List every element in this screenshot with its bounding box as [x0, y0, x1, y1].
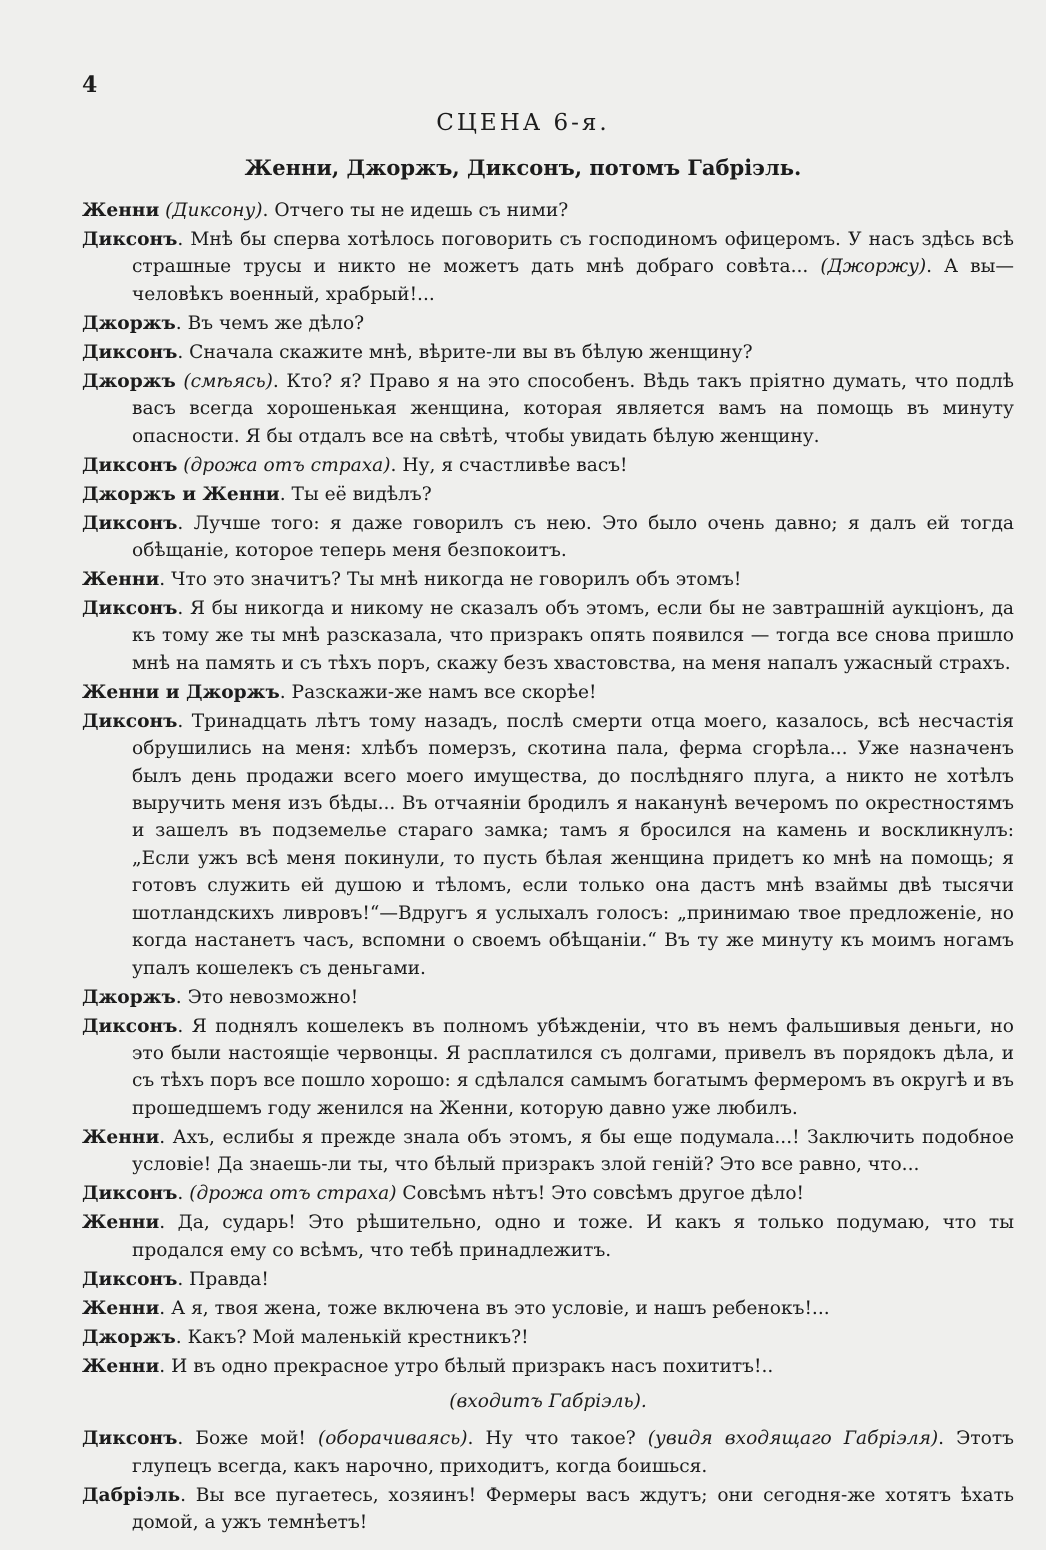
speech-text: . А я, твоя жена, тоже включена въ это условіе, и нашъ ребенокъ!... — [159, 1297, 830, 1319]
speech-text: . Вы все пугаетесь, хозяинъ! Фермеры васъ ждутъ; они сегодня-же хотятъ ѣхать домой, а ужъ темнѣетъ! — [132, 1484, 1014, 1534]
dialogue-line — [82, 1295, 1014, 1322]
speaker-name: Диксонъ — [82, 454, 178, 476]
speaker-name: Джоржъ — [82, 370, 176, 392]
speech-text: . Кто? я? Право я на это способенъ. Вѣдь такъ пріятно думать, что подлѣ васъ всегда хорошенькая женщина, которая является вамъ на помощь въ минуту опасности. Я бы отдалъ все на свѣтѣ, чтобы увидать бѣлую женщину. — [132, 370, 1014, 447]
dialogue-line — [82, 984, 1014, 1011]
speaker-name: Диксонъ — [82, 1268, 178, 1290]
stage-direction-inline: (дрожа отъ страха) — [177, 454, 391, 476]
dialogue-line — [82, 310, 1014, 337]
stage-direction-inline: (оборачиваясь) — [317, 1428, 468, 1450]
speaker-name: Диксонъ — [82, 1015, 178, 1037]
speaker-name: Женни — [82, 1355, 160, 1377]
speaker-name: Женни — [82, 1297, 160, 1319]
speech-text: . Я бы никогда и никому не сказалъ объ этомъ, если бы не завтрашній аукціонъ, да къ тому же ты мнѣ разсказала, что призракъ опять появился — тогда все снова пришло мнѣ на память и съ тѣхъ поръ, скажу безъ хвастовства, на меня напалъ ужасный страхъ. — [132, 598, 1014, 674]
dialogue-block — [82, 197, 1014, 1380]
dialogue-line — [82, 510, 1014, 565]
page-number: 4 — [82, 72, 98, 98]
dialogue-line — [82, 595, 1014, 677]
speech-text: . Ахъ, еслибы я прежде знала объ этомъ, я бы еще подумала...! Заключить подобное условіе! Да знаешь-ли ты, что бѣлый призракъ злой геній? Это все равно, что... — [132, 1126, 1014, 1176]
speaker-name: Женни — [82, 1126, 160, 1148]
speaker-name: Джоржъ и Женни — [82, 483, 280, 505]
speaker-name: Женни — [82, 200, 160, 221]
dialogue-line — [82, 1425, 1014, 1480]
script-body — [82, 197, 1014, 1538]
speech-text: . Мнѣ бы сперва хотѣлось поговорить съ господиномъ офицеромъ. У насъ здѣсь всѣ страшные трусы и никто не можетъ дать мнѣ добраго совѣта... — [132, 229, 1014, 278]
speech-text: . Что это значитъ? Ты мнѣ никогда не говорилъ объ этомъ! — [159, 569, 742, 591]
speaker-name: Диксонъ — [82, 512, 178, 534]
dialogue-line — [82, 1482, 1014, 1537]
speaker-name: Диксонъ — [82, 598, 178, 620]
speech-text: . И въ одно прекрасное утро бѣлый призракъ насъ похититъ!.. — [159, 1355, 774, 1377]
dialogue-line — [82, 1013, 1014, 1123]
speaker-name: Диксонъ — [82, 341, 178, 363]
dialogue-line — [82, 226, 1014, 308]
speech-text: . Этотъ глупецъ всегда, какъ нарочно, приходитъ, когда боишься. — [132, 1428, 1014, 1477]
speech-text: . Разскажи-же намъ все скорѣе! — [279, 681, 597, 703]
speech-text: . Ну, я счастливѣе васъ! — [390, 454, 628, 476]
speech-text: Совсѣмъ нѣтъ! Это совсѣмъ другое дѣло! — [396, 1183, 804, 1205]
dialogue-line — [82, 1180, 1014, 1207]
speech-text: . Въ чемъ же дѣло? — [175, 312, 365, 334]
speaker-name: Диксонъ — [82, 229, 178, 250]
speech-text: . Тринадцать лѣтъ тому назадъ, послѣ смерти отца моего, казалось, всѣ несчастія обрушились на меня: хлѣбъ померзъ, скотина пала, ферма сгорѣла... Уже назначенъ былъ день продажи всего моего имущества, до послѣдняго плуга, а никто не хотѣлъ выручить меня изъ бѣды... Въ отчаяніи бродилъ я наканунѣ вечеромъ по окрестностямъ и зашелъ въ подземелье стараго замка; тамъ я бросился на камень и воскликнулъ: „Если ужъ всѣ меня покинули, то пусть бѣлая женщина придетъ ко мнѣ на помощь; я готовъ служить ей душою и тѣломъ, если только она дастъ мнѣ взаймы двѣ тысячи шотландскихъ ливровъ!“—Вдругъ я услыхалъ голосъ: „принимаю твое предложеніе, но когда настанетъ часъ, вспомни о своемъ обѣщаніи.“ Въ ту же минуту къ моимъ ногамъ упалъ кошелекъ съ деньгами. — [132, 710, 1014, 979]
dialogue-line — [82, 339, 1014, 366]
speaker-name: Диксонъ — [82, 1183, 178, 1205]
dialogue-line — [82, 368, 1014, 450]
dialogue-block-after — [82, 1425, 1014, 1536]
dialogue-line — [82, 197, 1014, 224]
speaker-name: Диксонъ — [82, 1428, 178, 1450]
speech-text: . Это невозможно! — [175, 986, 359, 1008]
dialogue-line — [82, 1324, 1014, 1351]
dialogue-line — [82, 708, 1014, 982]
speaker-name: Диксонъ — [82, 710, 178, 732]
speaker-name: Женни — [82, 1212, 160, 1234]
stage-direction: (входитъ Габріэль). — [449, 1390, 647, 1412]
speech-text: . Ты её видѣлъ? — [279, 483, 432, 505]
speech-text: . Боже мой! — [177, 1428, 318, 1450]
stage-direction-inline: (смѣясь) — [175, 370, 273, 392]
dialogue-line — [82, 679, 1014, 706]
dialogue-line — [82, 481, 1014, 508]
speaker-name: Женни и Джоржъ — [82, 681, 280, 703]
speaker-name: Джоржъ — [82, 986, 176, 1008]
speech-text: . Какъ? Мой маленькій крестникъ?! — [175, 1326, 529, 1348]
speech-text: . Правда! — [177, 1268, 269, 1290]
speaker-name: Женни — [82, 569, 160, 591]
dialogue-line — [82, 1209, 1014, 1264]
speech-text: . Я поднялъ кошелекъ въ полномъ убѣжденіи, что въ немъ фальшивыя деньги, но это были настоящіе червонцы. Я расплатился съ долгами, привелъ въ порядокъ дѣла, и съ тѣхъ поръ все пошло хорошо: я сдѣлался самымъ богатымъ фермеромъ въ округѣ и въ прошедшемъ году женился на Женни, которую давно уже любилъ. — [132, 1015, 1014, 1119]
speech-text: . Да, сударь! Это рѣшительно, одно и тоже. И какъ я только подумаю, что ты продался ему со всѣмъ, что тебѣ принадлежитъ. — [132, 1212, 1014, 1261]
scene-title: СЦЕНА 6-я. — [436, 110, 610, 136]
speech-text: . — [177, 1183, 190, 1205]
stage-direction-inline: (увидя входящаго Габріэля) — [647, 1428, 939, 1450]
speech-text: . Отчего ты не идешь съ ними? — [262, 200, 569, 221]
speech-text: . Ну что такое? — [467, 1428, 648, 1450]
speech-text: . А вы— человѣкъ военный, храбрый!... — [132, 256, 1014, 305]
dialogue-line — [82, 452, 1014, 479]
speaker-name: Джоржъ — [82, 312, 176, 334]
speaker-name: Джоржъ — [82, 1326, 176, 1348]
stage-direction-inline: (Диксону) — [159, 200, 263, 221]
speaker-name: Дабріэль — [82, 1484, 181, 1506]
speech-text: . Лучше того: я даже говорилъ съ нею. Это было очень давно; я далъ ей тогда обѣщаніе, которое теперь меня безпокоитъ. — [132, 512, 1014, 562]
dialogue-line — [82, 1124, 1014, 1179]
speech-text: . Сначала скажите мнѣ, вѣрите-ли вы въ бѣлую женщину? — [177, 341, 753, 363]
dialogue-line — [82, 1266, 1014, 1293]
stage-direction-inline: (Джоржу) — [820, 256, 927, 278]
stage-direction-inline: (дрожа отъ страха) — [189, 1183, 397, 1205]
dialogue-line — [82, 566, 1014, 593]
scene-characters: Женни, Джоржъ, Диксонъ, потомъ Габріэль. — [244, 155, 802, 180]
dialogue-line — [82, 1353, 1014, 1380]
